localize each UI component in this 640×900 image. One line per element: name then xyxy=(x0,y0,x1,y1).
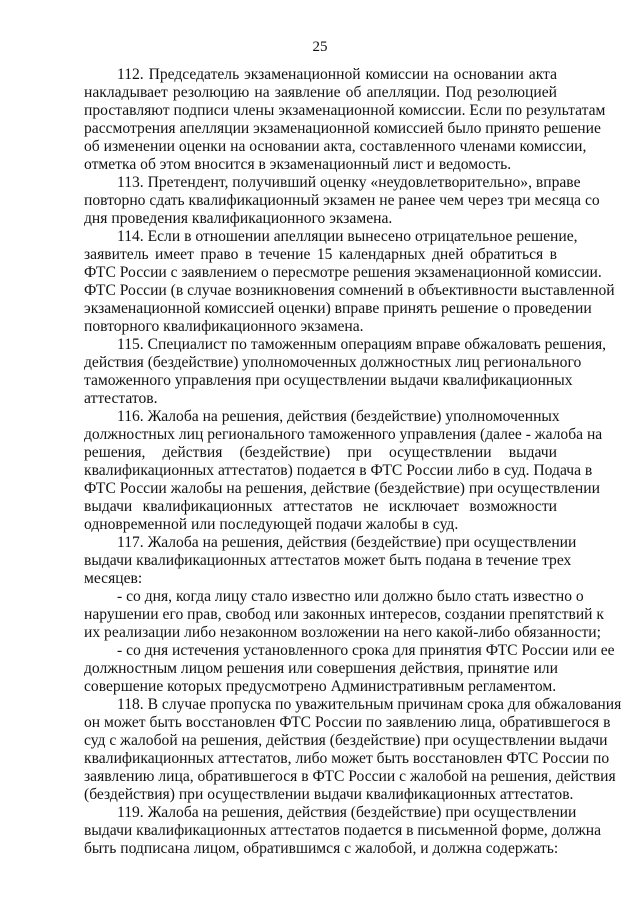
paragraph xyxy=(84,336,607,408)
text-line: он может быть восстановлен ФТС России по заявлению лица, обратившегося в xyxy=(84,714,611,731)
paragraph xyxy=(84,66,606,174)
text-line: их реализации либо незаконном возложении на него какой-либо обязанности; xyxy=(84,624,601,641)
text-line: отметка об этом вносится в экзаменационный лист и ведомость. xyxy=(84,156,512,173)
text-line: быть подписана лицом, обратившимся с жалобой, и должна содержать: xyxy=(84,840,559,857)
text-line: об изменении оценки на основании акта, составленного членами комиссии, xyxy=(84,138,587,155)
paragraph xyxy=(84,174,600,228)
text-line: заявитель имеет право в течение 15 календарных дней обратиться в xyxy=(84,246,557,263)
paragraph xyxy=(84,534,577,588)
text-line: суд с жалобой на решения, действия (бездействие) при осуществлении выдачи xyxy=(84,732,608,749)
text-line: решения, действия (бездействие) при осуществлении выдачи xyxy=(84,444,557,461)
text-line: совершение которых предусмотрено Административным регламентом. xyxy=(84,678,557,695)
page-number: 25 xyxy=(312,39,328,55)
text-line: накладывает резолюцию на заявление об апелляции. Под резолюцией xyxy=(84,84,557,101)
paragraph xyxy=(84,408,603,534)
paragraph xyxy=(84,804,602,858)
text-line: 114. Если в отношении апелляции вынесено отрицательное решение, xyxy=(117,228,578,245)
text-line: 117. Жалоба на решения, действия (бездействие) при осуществлении xyxy=(117,534,577,551)
text-line: - со дня истечения установленного срока для принятия ФТС России или ее xyxy=(117,642,615,659)
text-line: (бездействия) при осуществлении выдачи квалификационных аттестатов. xyxy=(84,786,574,803)
paragraph xyxy=(84,642,615,696)
paragraph xyxy=(84,588,604,642)
text-line: 119. Жалоба на решения, действия (бездействие) при осуществлении xyxy=(117,804,577,821)
text-line: ФТС России (в случае возникновения сомнений в объективности выставленной xyxy=(84,282,615,299)
text-line: - со дня, когда лицу стало известно или должно было стать известно о xyxy=(117,588,584,605)
text-line: проставляют подписи члены экзаменационной комиссии. Если по результатам xyxy=(84,102,606,119)
text-line: квалификационных аттестатов, либо может быть восстановлен ФТС России по xyxy=(84,750,610,767)
text-line: 118. В случае пропуска по уважительным причинам срока для обжалования xyxy=(117,696,622,713)
text-line: 112. Председатель экзаменационной комиссии на основании акта xyxy=(117,66,557,83)
text-line: выдачи квалификационных аттестатов не исключает возможности xyxy=(84,498,557,515)
text-line: выдачи квалификационных аттестатов может быть подана в течение трех xyxy=(84,552,572,569)
paragraph xyxy=(84,228,615,336)
text-line: квалификационных аттестатов) подается в ФТС России либо в суд. Подача в xyxy=(84,462,593,479)
paragraph xyxy=(84,696,622,804)
text-line: повторно сдать квалификационный экзамен не ранее чем через три месяца со xyxy=(84,192,600,209)
text-line: должностным лицом решения или совершения действия, принятие или xyxy=(84,660,558,677)
text-line: таможенного управления при осуществлении выдачи квалификационных xyxy=(84,372,573,389)
text-line: экзаменационной комиссией оценки) вправе принять решение о проведении xyxy=(84,300,592,317)
text-line: действия (бездействие) уполномоченных должностных лиц регионального xyxy=(84,354,582,371)
text-line: ФТС России жалобы на решения, действие (бездействие) при осуществлении xyxy=(84,480,600,497)
document-body xyxy=(84,66,622,858)
text-line: выдачи квалификационных аттестатов подается в письменной форме, должна xyxy=(84,822,602,839)
text-line: нарушении его прав, свобод или законных интересов, создании препятствий к xyxy=(84,606,604,623)
text-line: 116. Жалоба на решения, действия (бездействие) уполномоченных xyxy=(117,408,560,425)
text-line: 113. Претендент, получивший оценку «неудовлетворительно», вправе xyxy=(117,174,581,191)
text-line: одновременной или последующей подачи жалобы в суд. xyxy=(84,516,459,533)
text-line: аттестатов. xyxy=(84,390,158,407)
text-line: рассмотрения апелляции экзаменационной комиссией было принято решение xyxy=(84,120,601,137)
text-line: заявлению лица, обратившегося в ФТС России с жалобой на решения, действия xyxy=(84,768,616,785)
text-line: ФТС России с заявлением о пересмотре решения экзаменационной комиссии. xyxy=(84,264,602,281)
text-line: дня проведения квалификационного экзамена. xyxy=(84,210,393,227)
text-line: месяцев: xyxy=(84,570,143,587)
text-line: повторного квалификационного экзамена. xyxy=(84,318,364,335)
text-line: 115. Специалист по таможенным операциям вправе обжаловать решения, xyxy=(117,336,607,353)
text-line: должностных лиц регионального таможенного управления (далее - жалоба на xyxy=(84,426,603,443)
